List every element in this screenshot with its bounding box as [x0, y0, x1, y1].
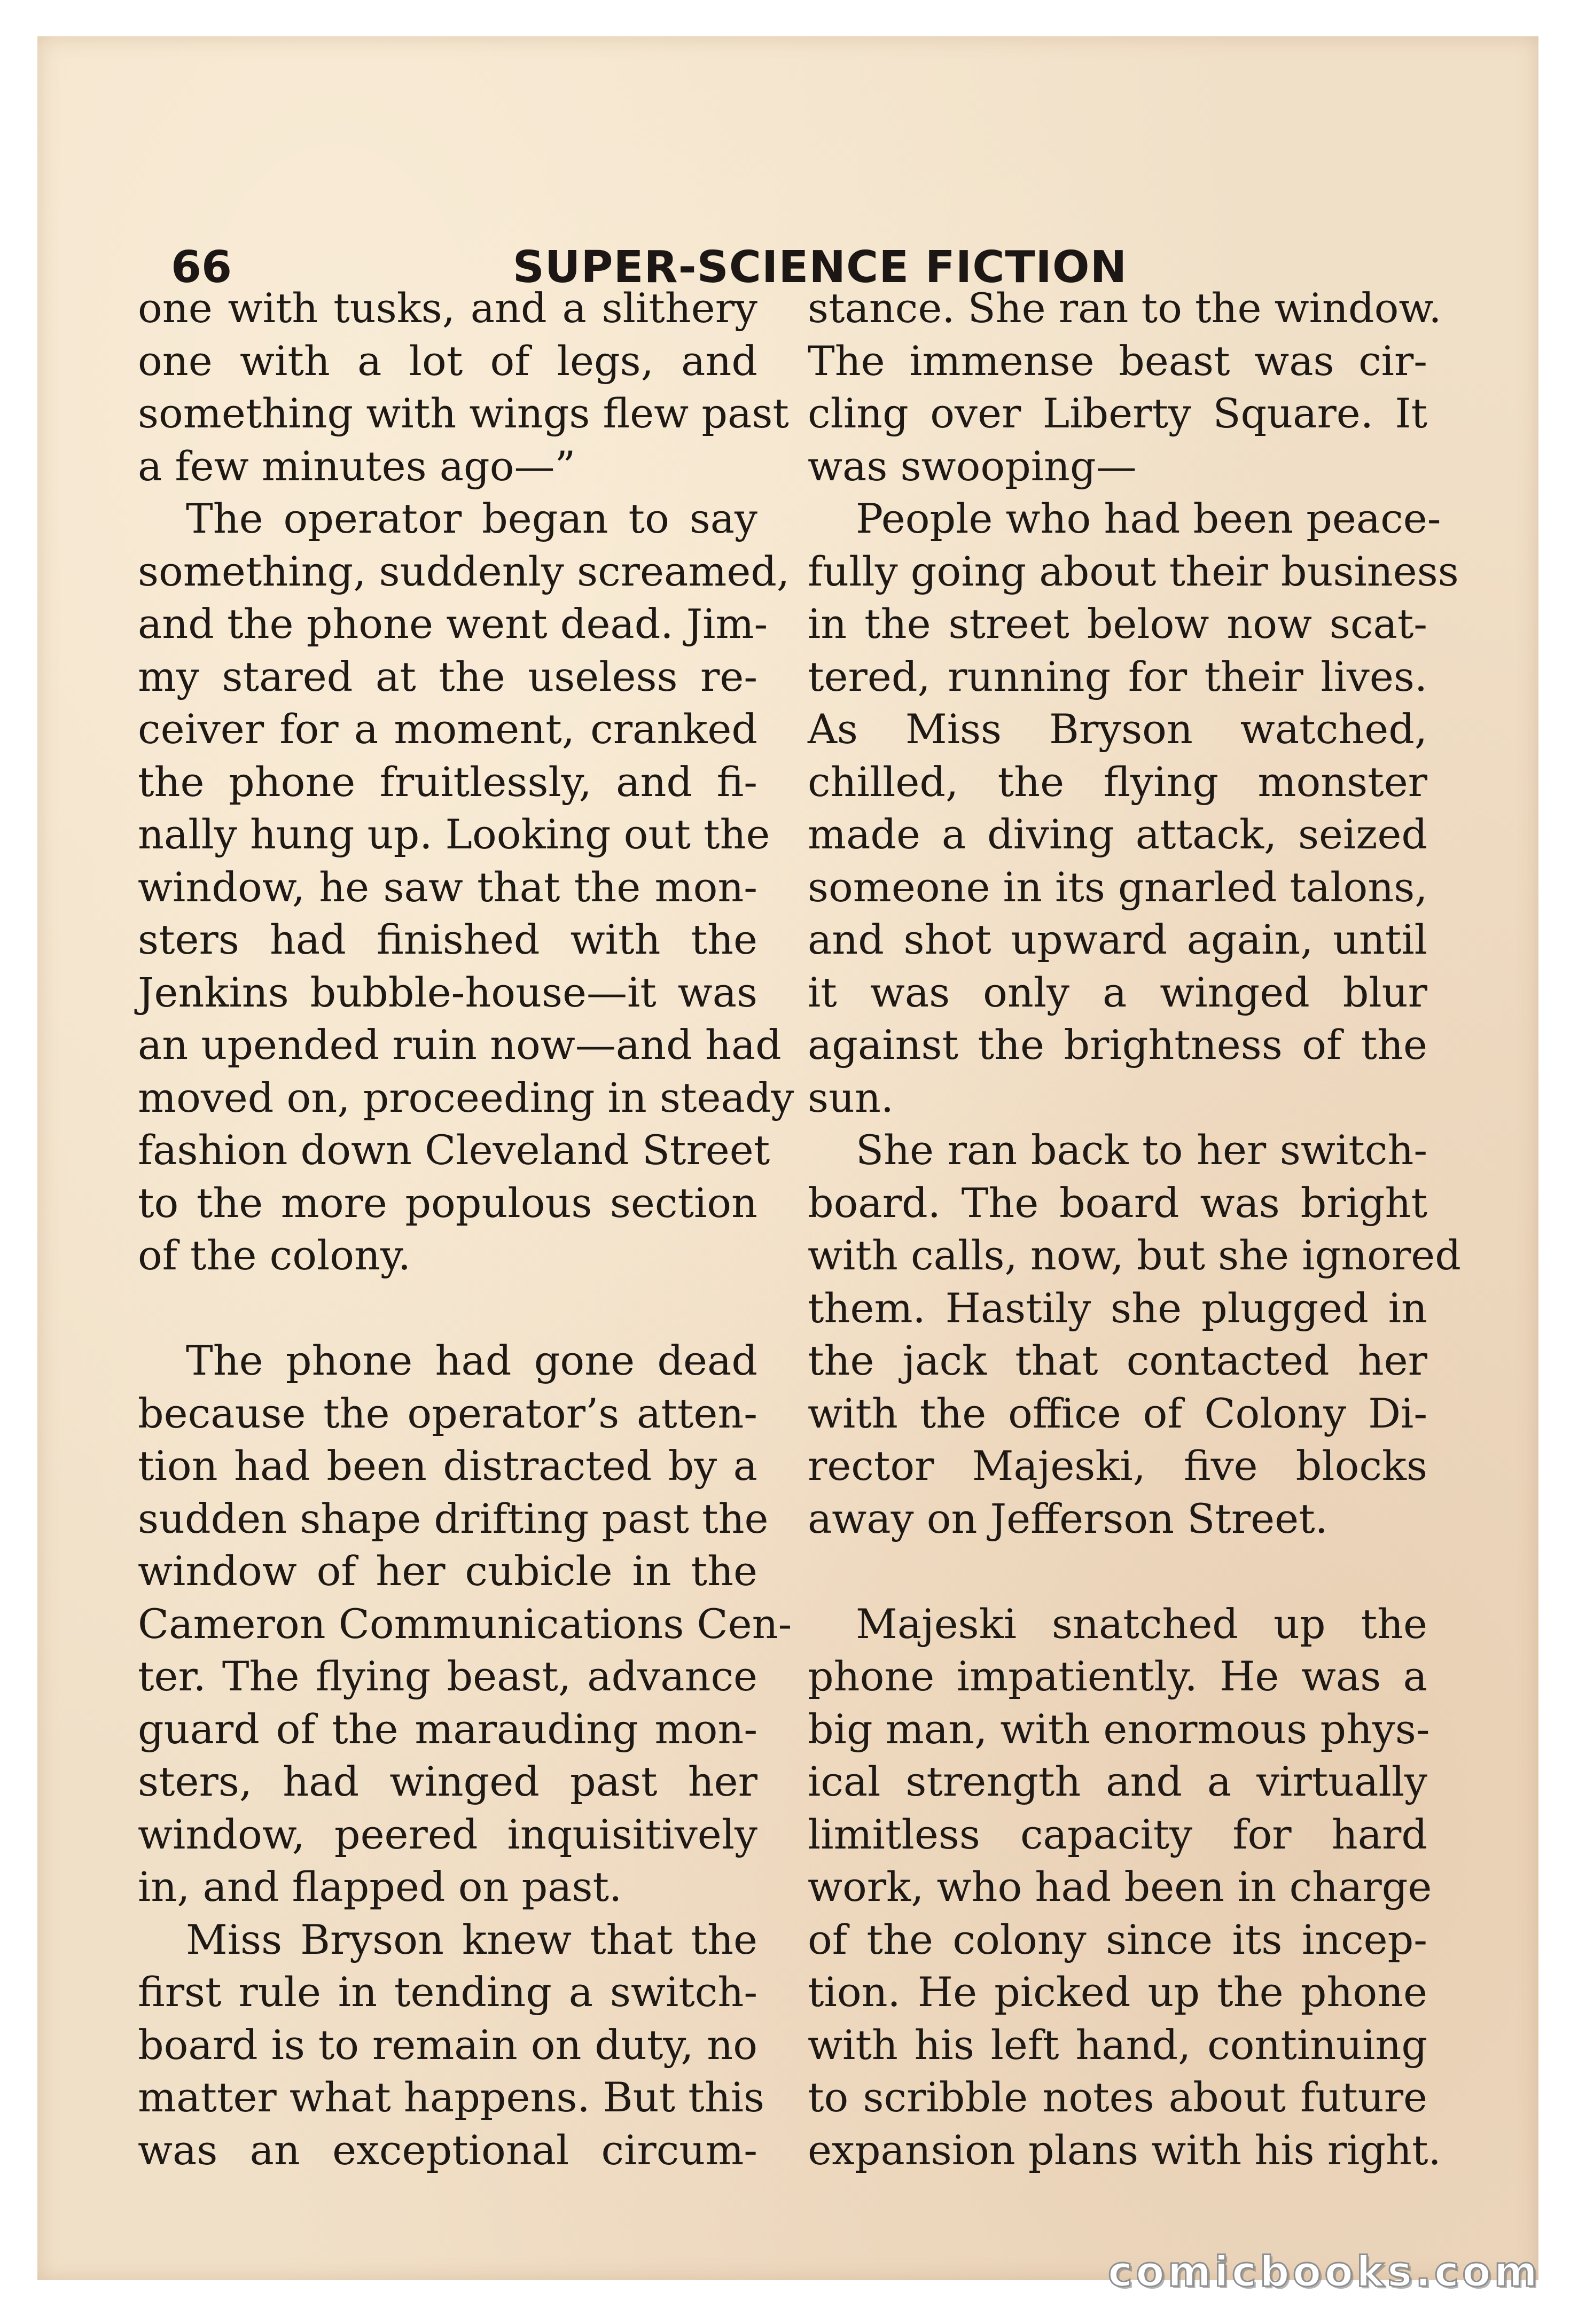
text-line: Jenkins bubble-house—it was: [138, 968, 757, 1016]
text-line: with his left hand, continuing: [808, 2021, 1427, 2069]
text-line: cling over Liberty Square. It: [808, 389, 1427, 437]
text-line: tion had been distracted by a: [138, 1442, 757, 1489]
text-line: with calls, now, but she ignored: [808, 1231, 1461, 1279]
text-line: made a diving attack, seized: [808, 810, 1427, 858]
text-line: a few minutes ago—”: [138, 442, 576, 490]
page-number: 66: [171, 242, 232, 293]
text-line: tered, running for their lives.: [808, 652, 1427, 700]
text-line: big man, with enormous phys-: [808, 1705, 1430, 1753]
text-line: Cameron Communications Cen-: [138, 1600, 792, 1648]
text-line: them. Hastily she plugged in: [808, 1284, 1427, 1332]
text-line: She ran back to her switch-: [856, 1126, 1427, 1174]
text-line: the phone fruitlessly, and fi-: [138, 758, 757, 806]
text-line: the jack that contacted her: [808, 1337, 1427, 1384]
paragraph-break: [138, 1282, 757, 1335]
text-line: rector Majeski, five blocks: [808, 1442, 1427, 1489]
text-line: ter. The flying beast, advance: [138, 1652, 757, 1700]
text-line: an upended ruin now—and had: [138, 1021, 782, 1069]
text-line: something with wings flew past: [138, 389, 789, 437]
text-line: of the colony since its incep-: [808, 1915, 1427, 1963]
text-line: in, and flapped on past.: [138, 1863, 622, 1910]
text-line: phone impatiently. He was a: [808, 1652, 1427, 1700]
text-line: As Miss Bryson watched,: [808, 705, 1427, 753]
text-line: fully going about their business: [808, 547, 1459, 595]
text-line: sters, had winged past her: [138, 1758, 757, 1805]
text-line: was an exceptional circum-: [138, 2126, 757, 2174]
text-line: was swooping—: [808, 442, 1137, 490]
text-line: The phone had gone dead: [186, 1337, 757, 1384]
text-line: one with a lot of legs, and: [138, 337, 757, 385]
text-line: work, who had been in charge: [808, 1863, 1432, 1910]
text-line: someone in its gnarled talons,: [808, 863, 1428, 911]
text-line: with the office of Colony Di-: [808, 1389, 1427, 1437]
text-line: ical strength and a virtually: [808, 1758, 1427, 1805]
text-line: expansion plans with his right.: [808, 2126, 1441, 2174]
text-line: away on Jefferson Street.: [808, 1494, 1328, 1542]
text-line: sudden shape drifting past the: [138, 1494, 769, 1542]
text-line: it was only a winged blur: [808, 968, 1427, 1016]
text-line: fashion down Cleveland Street: [138, 1126, 770, 1174]
text-line: in the street below now scat-: [808, 600, 1427, 648]
text-line: to the more populous section: [138, 1179, 757, 1227]
text-line: window, he saw that the mon-: [138, 863, 757, 911]
text-line: sun.: [808, 1073, 894, 1121]
text-line: People who had been peace-: [856, 495, 1441, 542]
text-line: stance. She ran to the window.: [808, 284, 1442, 332]
text-line: of the colony.: [138, 1231, 411, 1279]
running-head: SUPER-SCIENCE FICTION: [512, 242, 1128, 293]
text-line: ceiver for a moment, cranked: [138, 705, 757, 753]
text-line: limitless capacity for hard: [808, 1810, 1427, 1858]
text-line: and the phone went dead. Jim-: [138, 600, 768, 648]
text-line: my stared at the useless re-: [138, 652, 757, 700]
paragraph-break: [808, 1545, 1427, 1598]
text-line: because the operator’s atten-: [138, 1389, 757, 1437]
left-text-column: [138, 282, 794, 2177]
text-line: sters had finished with the: [138, 916, 757, 963]
text-line: board is to remain on duty, no: [138, 2021, 757, 2069]
text-line: moved on, proceeding in steady: [138, 1073, 794, 1121]
text-line: one with tusks, and a slithery: [138, 284, 757, 332]
text-line: something, suddenly screamed,: [138, 547, 790, 595]
text-line: The immense beast was cir-: [808, 337, 1427, 385]
text-line: first rule in tending a switch-: [138, 1968, 757, 2016]
text-line: chilled, the flying monster: [808, 758, 1427, 806]
text-line: Majeski snatched up the: [856, 1600, 1427, 1648]
text-line: guard of the marauding mon-: [138, 1705, 757, 1753]
text-line: board. The board was bright: [808, 1179, 1427, 1227]
text-line: tion. He picked up the phone: [808, 1968, 1427, 2016]
text-line: matter what happens. But this: [138, 2073, 765, 2121]
text-line: The operator began to say: [186, 495, 757, 542]
text-line: to scribble notes about future: [808, 2073, 1427, 2121]
text-line: and shot upward again, until: [808, 916, 1427, 963]
text-line: window, peered inquisitively: [138, 1810, 757, 1858]
text-line: nally hung up. Looking out the: [138, 810, 770, 858]
text-line: window of her cubicle in the: [138, 1547, 757, 1595]
text-line: against the brightness of the: [808, 1021, 1427, 1069]
watermark: comicbooks.com: [1107, 2248, 1541, 2296]
text-line: Miss Bryson knew that the: [186, 1915, 757, 1963]
right-text-column: [808, 282, 1461, 2177]
